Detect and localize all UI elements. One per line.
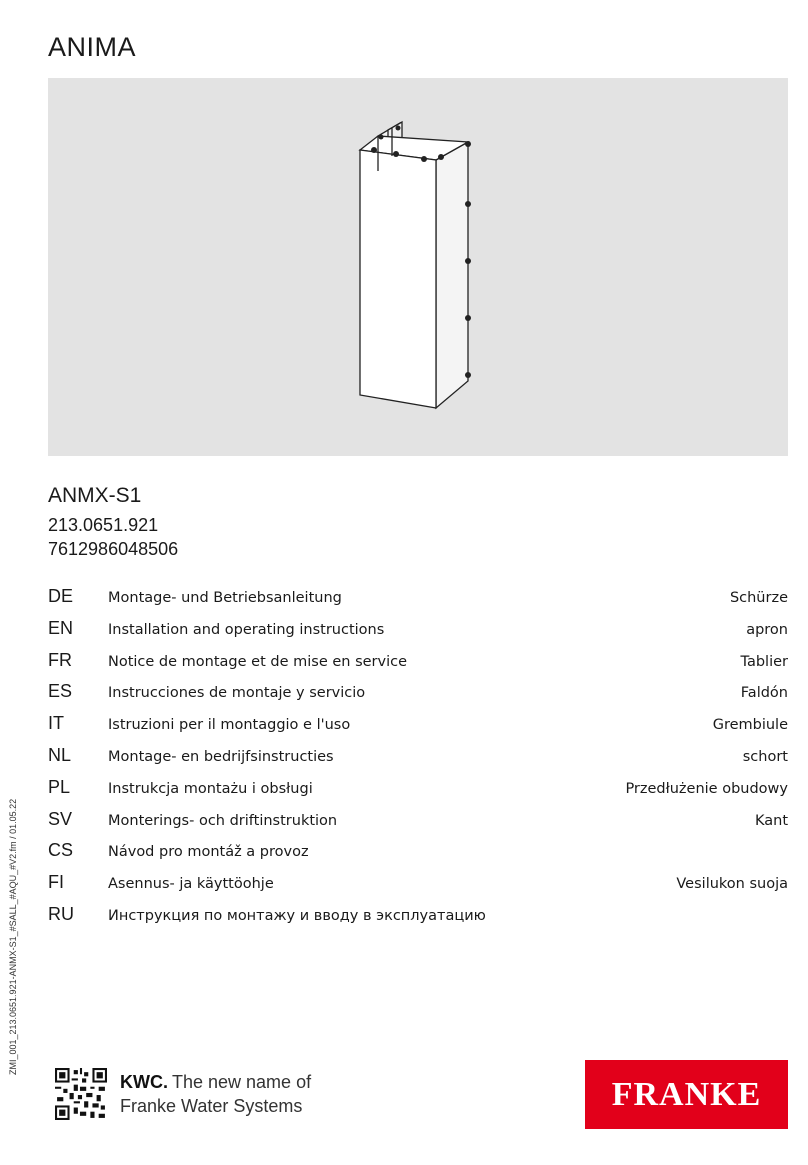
language-description: Montage- und Betriebsanleitung: [108, 590, 342, 606]
language-term: Tablier: [740, 653, 788, 670]
apron-drawing: [48, 78, 788, 456]
language-code: DE: [48, 586, 74, 606]
language-row: [48, 777, 788, 809]
language-description: Monterings- och driftinstruktion: [108, 812, 338, 829]
language-description: Notice de montage et de mise en service: [108, 653, 408, 670]
language-code: SV: [48, 808, 73, 829]
qr-code-icon: [55, 1068, 107, 1120]
kwc-logo: KWC.: [120, 1072, 168, 1092]
language-code: CS: [48, 840, 74, 861]
language-term: Przedłużenie obudowy: [625, 780, 788, 797]
language-description: Instrukcja montażu i obsługi: [108, 780, 313, 797]
language-code: RU: [48, 903, 74, 924]
language-term: Kant: [754, 812, 788, 829]
model-name: ANMX-S1: [48, 484, 142, 507]
language-term: Schürze: [729, 590, 788, 606]
language-list: [48, 586, 788, 936]
kwc-tagline-line-2: Franke Water Systems: [120, 1096, 303, 1116]
language-code: IT: [48, 713, 64, 734]
ean-number: 7612986048506: [48, 539, 179, 559]
document-reference: ZMI_001_213.0651.921-ANMX-S1_#SALL_#AQU_#V2.fm / 01.05.22: [8, 798, 18, 1075]
language-description: Istruzioni per il montaggio e l'uso: [108, 717, 351, 734]
language-code: EN: [48, 617, 74, 638]
language-row: [48, 713, 788, 745]
product-illustration: [48, 78, 788, 456]
language-row: [48, 872, 788, 904]
language-row: [48, 745, 788, 777]
language-row: [48, 840, 788, 872]
language-code: NL: [48, 744, 72, 765]
language-code: FI: [48, 872, 64, 893]
language-row: [48, 809, 788, 841]
language-description: Инструкция по монтажу и вводу в эксплуатацию: [108, 907, 486, 924]
kwc-tagline: [120, 1070, 311, 1118]
language-row: [48, 586, 788, 618]
language-description: Asennus- ja käyttöohje: [108, 876, 274, 893]
language-row: [48, 904, 788, 936]
language-description: Installation and operating instructions: [108, 621, 385, 638]
kwc-tagline-line-1: The new name of: [172, 1072, 312, 1092]
language-term: Grembiule: [712, 717, 788, 734]
language-term: apron: [746, 621, 788, 638]
model-info: [48, 484, 178, 562]
language-row: [48, 650, 788, 682]
language-code: PL: [48, 776, 71, 797]
language-description: Montage- en bedrijfsinstructies: [108, 748, 334, 765]
language-description: Instrucciones de montaje y servicio: [108, 685, 366, 702]
brand-title: ANIMA: [48, 32, 137, 62]
language-term: schort: [742, 748, 788, 765]
language-row: [48, 681, 788, 713]
language-code: FR: [48, 649, 72, 670]
language-term: Faldón: [740, 685, 788, 702]
article-number: 213.0651.921: [48, 515, 159, 535]
language-description: Návod pro montáž a provoz: [108, 844, 309, 861]
language-term: Vesilukon suoja: [676, 876, 788, 893]
franke-logo: FRANKE: [585, 1060, 788, 1129]
language-row: [48, 618, 788, 650]
language-code: ES: [48, 681, 73, 702]
